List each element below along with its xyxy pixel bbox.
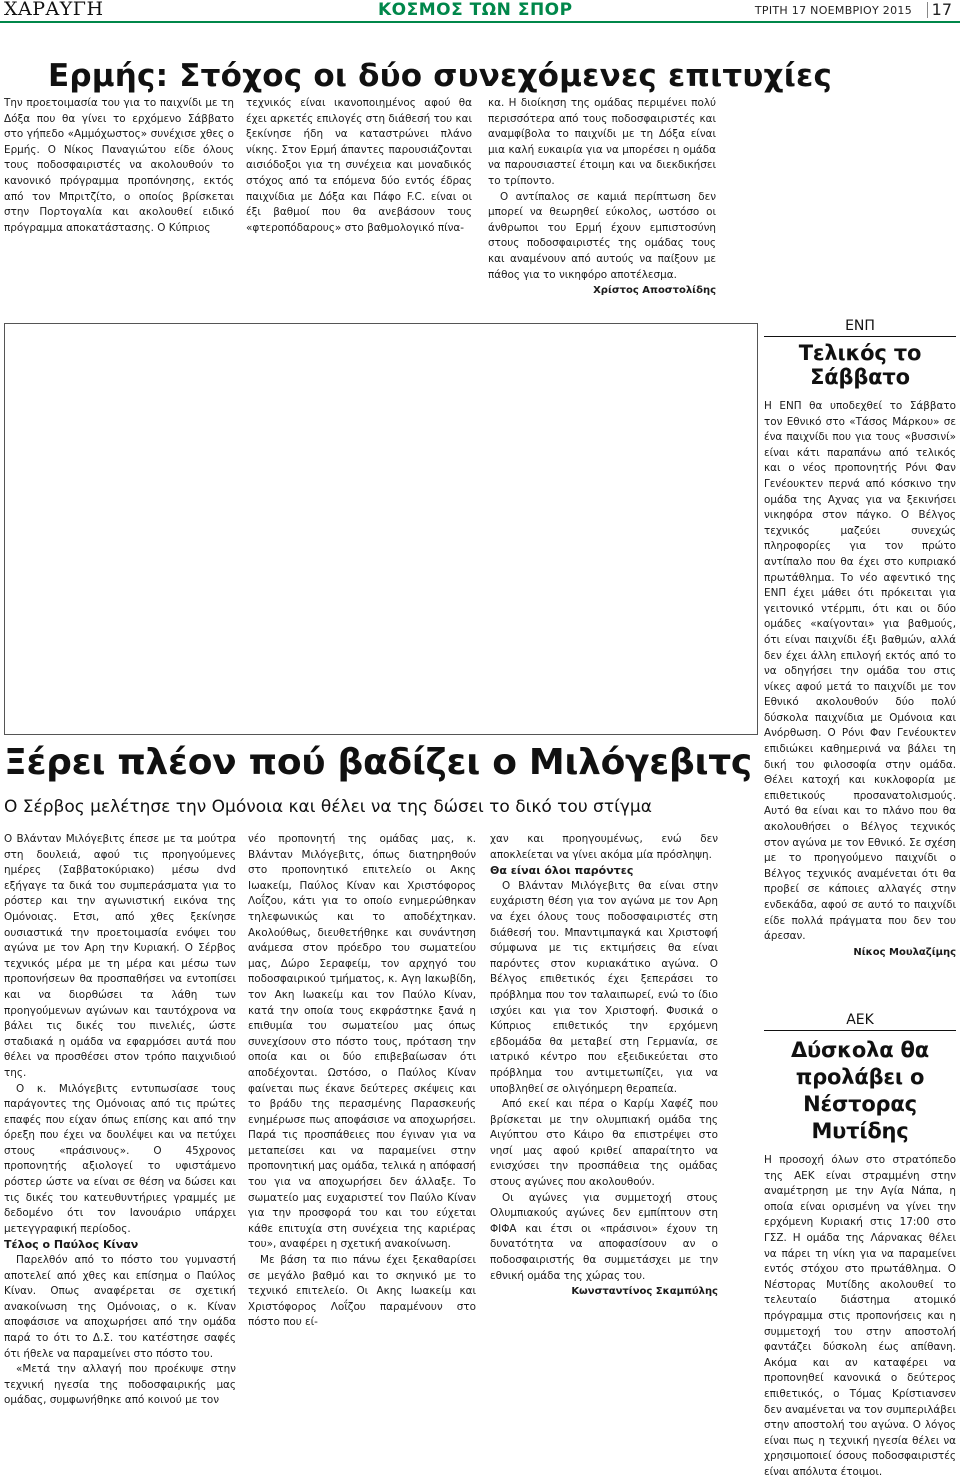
page-number: 17 [931,0,952,19]
sidebar-body [764,1153,956,1480]
paragraph: «Μετά την αλλαγή που προέκυψε στην τεχνική ηγεσία της ποδοσφαιρικής μας ομάδας, συμφωνήθηκε από κοινού με τον [4,1363,236,1407]
paper-name: ΧΑΡΑΥΓΗ [4,0,104,20]
story-subheadline: Ο Σέρβος μελέτησε την Ομόνοια και θέλει να της δώσει το δικό του στίγμα [4,797,652,817]
crosshead: Τέλος ο Παύλος Κίναν [4,1238,139,1252]
byline: Νίκος Μουλαζίμης [853,946,956,958]
sidebar-rule [764,1030,956,1031]
masthead-rule [0,21,960,23]
paragraph: Η προσοχή όλων στο στρατόπεδο της ΑΕΚ είναι στραμμένη στην αναμέτρηση με την Αγία Νάπα, η οποία είναι ορισμένη να γίνει την ερχόμενη Κυριακή στις 17:00 στο ΓΣΖ. Η ομάδα της Λάρνακας θέλει να πάρει τη νίκη για να παραμείνει εντός στόχου στο πρωτάθλημα. Ο Νέστορας Μυτίδης ακολουθεί το τελευταίο διάστημα ατομικό πρόγραμμα στις προπονήσεις και η συμμετοχή του στην αποστολή φαντάζει δύσκολη έως απίθανη. Ακόμα και αν καταφέρει να προπονηθεί κανονικά ο δεύτερος επιθετικός, ο Τόμας Κρίστιανσεν δεν αναμένεται να τον συμπεριλάβει στην αποστολή του αγώνα. Ο λόγος είναι πως η τεχνική ηγεσία θέλει να χρησιμοποιεί όσους ποδοσφαιριστές είναι απόλυτα έτοιμοι. [764,1154,956,1478]
paragraph: Παρελθόν από το πόστο του γυμναστή αποτελεί από χθες και επίσημα ο Παύλος Κίναν. Οπως αναφέρεται σε σχετική ανακοίνωση της Ομόνοιας, ο κ. Κίναν αποφάσισε να αποχωρήσει από την ομάδα παρά το ότι το Δ.Σ. του κατέστησε σαφές ότι ήθελε να παραμείνει στο πόστο του. [4,1254,236,1360]
story-milojevic-column-3 [490,832,718,1300]
crosshead: Θα είναι όλοι παρόντες [490,864,634,878]
section-title: ΚΟΣΜΟΣ ΤΩΝ ΣΠΟΡ [378,0,573,20]
sidebar-kicker: ΕΝΠ [845,318,875,334]
paragraph: Με βάση τα πιο πάνω έχει ξεκαθαρίσει σε μεγάλο βαθμό και το σκηνικό με το τεχνικό επιτελείο. Οι Ακης Ιωακείμ και Χριστόφορος Λοΐζου παραμένουν στο πόστο που εί- [248,1254,476,1329]
paragraph: Οι αγώνες για συμμετοχή στους Ολυμπιακούς αγώνες δεν εμπίπτουν στη ΦΙΦΑ και έτσι οι «πράσινοι» έχουν τη δυνατότητα να αποφασίσουν αν ο ποδοσφαιριστής θα συμμετάσχει με την εθνική ομάδα της χώρας του. [490,1191,718,1282]
paragraph: Την προετοιμασία του για το παιχνίδι με τη Δόξα που θα γίνει το ερχόμενο Σάββατο στο γήπεδο «Αμμόχωστος» συνέχισε χθες ο Ερμής. Ο Νίκος Παναγιώτου είδε όλους τους ποδοσφαιριστές να ακολουθούν το κανονικό πρόγραμμα προπόνησης, εκτός από τον Μπριτζίτο, ο οποίος βρίσκεται στην Πορτογαλία και ακολουθεί ειδικό πρόγραμμα αποκατάστασης. Ο Κύπριος [4,97,234,234]
issue-date: ΤΡΙΤΗ 17 ΝΟΕΜΒΡΙΟΥ 2015 [754,4,912,17]
story-ermis-column-2 [246,96,472,236]
photo-frame [4,323,758,735]
sidebar-headline: Δύσκολα θα προλάβει ο Νέστορας Μυτίδης [790,1038,930,1143]
paragraph: κα. Η διοίκηση της ομάδας περιμένει πολύ περισσότερα από τους ποδοσφαιριστές και αναμφίβολα το παιχνίδι με τη Δόξα είναι μια καλή ευκαιρία για να μπορέσει η ομάδα να παρουσιαστεί έτοιμη και να διεκδικήσει το τρίποντο. [488,97,716,187]
byline: Χρίστος Αποστολίδης [593,285,716,297]
paragraph: τεχνικός είναι ικανοποιημένος αφού θα έχει αρκετές επιλογές στη διάθεσή του και ξεκίνησε ήδη να καταστρώνει πλάνο νίκης. Στον Ερμή άπαντες παρουσιάζονται αισιόδοξοι για τη συνέχεια και μοναδικός στόχος από τα επόμενα δύο εντός έδρας παιχνίδια με Δόξα και Πάφο F.C. είναι οι έξι βαθμοί που θα ανεβάσουν τους «φτεροπόδαρους» στο βαθμολογικό πίνα- [246,97,472,234]
story-headline-milojevic: Ξέρει πλέον πού βαδίζει ο Μιλόγεβιτς [4,742,752,783]
byline: Κωνσταντίνος Σκαμπύλης [571,1286,718,1298]
paragraph: Ο Βλάνταν Μιλόγεβιτς έπεσε με τα μούτρα στη δουλειά, αφού τις προηγούμενες ημέρες (Σαββατοκύριακο) μέσω dvd εξήγαγε τα δικά του συμπεράσματα για το ρόστερ και την αγωνιστική εικόνα της Ομόνοιας. Ετσι, από χθες ξεκίνησε ουσιαστικά την προετοιμασία ενόψει του αγώνα με τον Αρη την Κυριακή. Ο Σέρβος τεχνικός μέρα με τη μέρα και μέσω των προπονήσεων θα προσπαθήσει να εντοπίσει και να διορθώσει τα λάθη των προηγούμενων αγώνων και ταυτόχρονα να βάλει τις δικές του πινελιές, ώστε σταδιακά η ομάδα να εφαρμόσει αυτά που θέλει να προσθέσει στον τρόπο παιχνιδιού της. [4,833,236,1079]
paragraph: Ο κ. Μιλόγεβιτς εντυπωσίασε τους παράγοντες της Ομόνοιας από τις πρώτες επαφές που είχαν όπως επίσης και από την όρεξη που έχει να δουλέψει και να πετύχει στους «πράσινους». Ο 45χρονος προπονητής αξιολογεί το υφιστάμενο ρόστερ ώστε να είναι σε θέση να δώσει και τις δικές του κατευθυντήριες γραμμές με δεδομένο ότι τον Ιανουάριο υπάρχει μετεγγραφική περίοδος. [4,1082,236,1235]
paragraph: Από εκεί και πέρα ο Καρίμ Χαφέζ που βρίσκεται με την ολυμπιακή ομάδα της Αιγύπτου στο Κάιρο θα επιστρέψει στο νησί μας αφού κριθεί απαραίτητο να ενισχύσει την προσπάθεια της ομάδας στους αγώνες που ακολουθούν. [490,1098,718,1189]
story-headline-ermis: Ερμής: Στόχος οι δύο συνεχόμενες επιτυχίες [48,58,833,94]
sidebar-body [764,399,956,960]
story-milojevic-column-2 [248,832,476,1331]
story-milojevic-column-1 [4,832,236,1409]
sidebar-aek [764,1012,956,1480]
story-ermis-column-1 [4,96,234,236]
sidebar-enp [764,318,956,960]
paragraph: Ο Βλάνταν Μιλόγεβιτς θα είναι στην ευχάριστη θέση για τον αγώνα με τον Αρη να έχει όλους τους ποδοσφαιριστές στη διάθεσή του. Μπαντιμπαγκά και Χριστοφή σύμφωνα με τις εκτιμήσεις θα είναι παρόντες στον κυριακάτικο αγώνα. Ο Βέλγος επιθετικός έχει ξεπεράσει το πρόβλημα που τον ταλαιπωρεί, ενώ το ίδιο ισχύει και για τον Χριστοφή. Φυσικά ο Κύπριος επιθετικός την ερχόμενη εβδομάδα θα μεταβεί στη Γερμανία, σε ιατρικό κέντρο που εξειδικεύεται στο πρόβλημα του αντιμετωπίζει, για να υποβληθεί σε ολιγόημερη θεραπεία. [490,879,718,1095]
sidebar-kicker: ΑΕΚ [846,1012,874,1028]
sidebar-rule [764,336,956,337]
paragraph: Η ΕΝΠ θα υποδεχθεί το Σάββατο τον Εθνικό στο «Τάσος Μάρκου» σε ένα παιχνίδι που για τους «βυσσινί» είναι κάτι παραπάνω από τελικός και ο νέος προπονητής Ρόνι Φαν Γενέουκτεν περνά από κόσκινο την ομάδα της Αχνας για να ξεκινήσει νικηφόρα στον πάγκο. Ο Βέλγος τεχνικός μαζεύει συνεχώς πληροφορίες για τον πρώτο αντίπαλο που θα έχει στο κυπριακό πρωτάθλημα. Το νέο αφεντικό της ΕΝΠ έχει μάθει ότι πρόκειται για γειτονικό ντέρμπι, ότι και οι δύο ομάδες «καίγονται» για βαθμούς, ότι είναι παιχνίδι έξι βαθμών, αλλά δεν έχει άλλη επιλογή εκτός από το να οδηγήσει την ομάδα του στις νίκες αφού μετά το παιχνίδι με τον Εθνικό ακολουθούν δύο πολύ δύσκολα παιχνίδια με Ομόνοια και Ανόρθωση. Ο Ρόνι Φαν Γενέουκτεν επιδιώκει καθημερινά να βάλει τη δική του φιλοσοφία στην ομάδα. Θέλει κατοχή και κυκλοφορία με επιθετικούς προσανατολισμούς. Αυτό θα είναι και το πλάνο που θα ακολουθήσει ο Βέλγος τεχνικός στον αγώνα με τον Εθνικό. Σε σχέση με το προηγούμενο παιχνίδι ο Βέλγος τεχνικός αναμένεται ότι θα προβεί σε κάποιες αλλαγές στην ενδεκάδα, αφού σε αυτό το παιχνίδι είδε πολλά πράγματα που δεν του άρεσαν. [764,400,956,943]
paragraph: Ο αντίπαλος σε καμιά περίπτωση δεν μπορεί να θεωρηθεί εύκολος, ωστόσο οι άνθρωποι του Ερμή έχουν εμπιστοσύνη στους ποδοσφαιριστές της ομάδας τους και αναμένουν από αυτούς να παίξουν με πάθος για το νικηφόρο αποτέλεσμα. [488,190,716,281]
paragraph: χαν και προηγουμένως, ενώ δεν αποκλείεται να γίνει ακόμα μία πρόσληψη. [490,833,718,861]
masthead [0,0,960,22]
page-number-divider [927,2,928,18]
story-ermis-column-3 [488,96,716,299]
paragraph: νέο προπονητή της ομάδας μας, κ. Βλάνταν Μιλόγεβιτς, όπως διατηρηθούν στο προπονητικό επιτελείο οι Ακης Ιωακείμ, Παύλος Κίναν και Χριστόφορος Λοΐζου, κάτι για το οποίο ενημερώθηκαν τηλεφωνικώς και το αποδέχτηκαν. Ακολούθως, διευθετήθηκε και συνάντηση ανάμεσα στον πρόεδρο του σωματείου μας, Δώρο Σεραφείμ, τον αρχηγό του ποδοσφαιρικού τμήματος, κ. Αγη Ιακωβίδη, τον Ακη Ιωακείμ και τον Παύλο Κίναν, κατά την οποία τους εκφράστηκε ξανά η επιθυμία του σωματείου μας όπως συνεχίσουν στο πόστο τους, πρόταση την οποία και οι δύο επιβεβαίωσαν ότι αποδέχονται. Ωστόσο, ο Παύλος Κίναν φαίνεται πως έκανε δεύτερες σκέψεις και το βράδυ της περασμένης Παρασκευής ενημέρωσε πως αποφάσισε να αποχωρήσει. Παρά τις προσπάθειες που έγιναν για να μεταπείσει και να παραμείνει στην προπονητική μας ομάδα, τελικά η απόφασή του για να αποχωρήσει δεν άλλαξε. Το σωματείο μας ευχαριστεί τον Παύλο Κίναν για την προσφορά του και του εύχεται κάθε επιτυχία στη συνέχεια της καριέρας του», αναφέρει η σχετική ανακοίνωση. [248,833,476,1251]
sidebar-headline: Τελικός το Σάββατο [798,341,922,389]
